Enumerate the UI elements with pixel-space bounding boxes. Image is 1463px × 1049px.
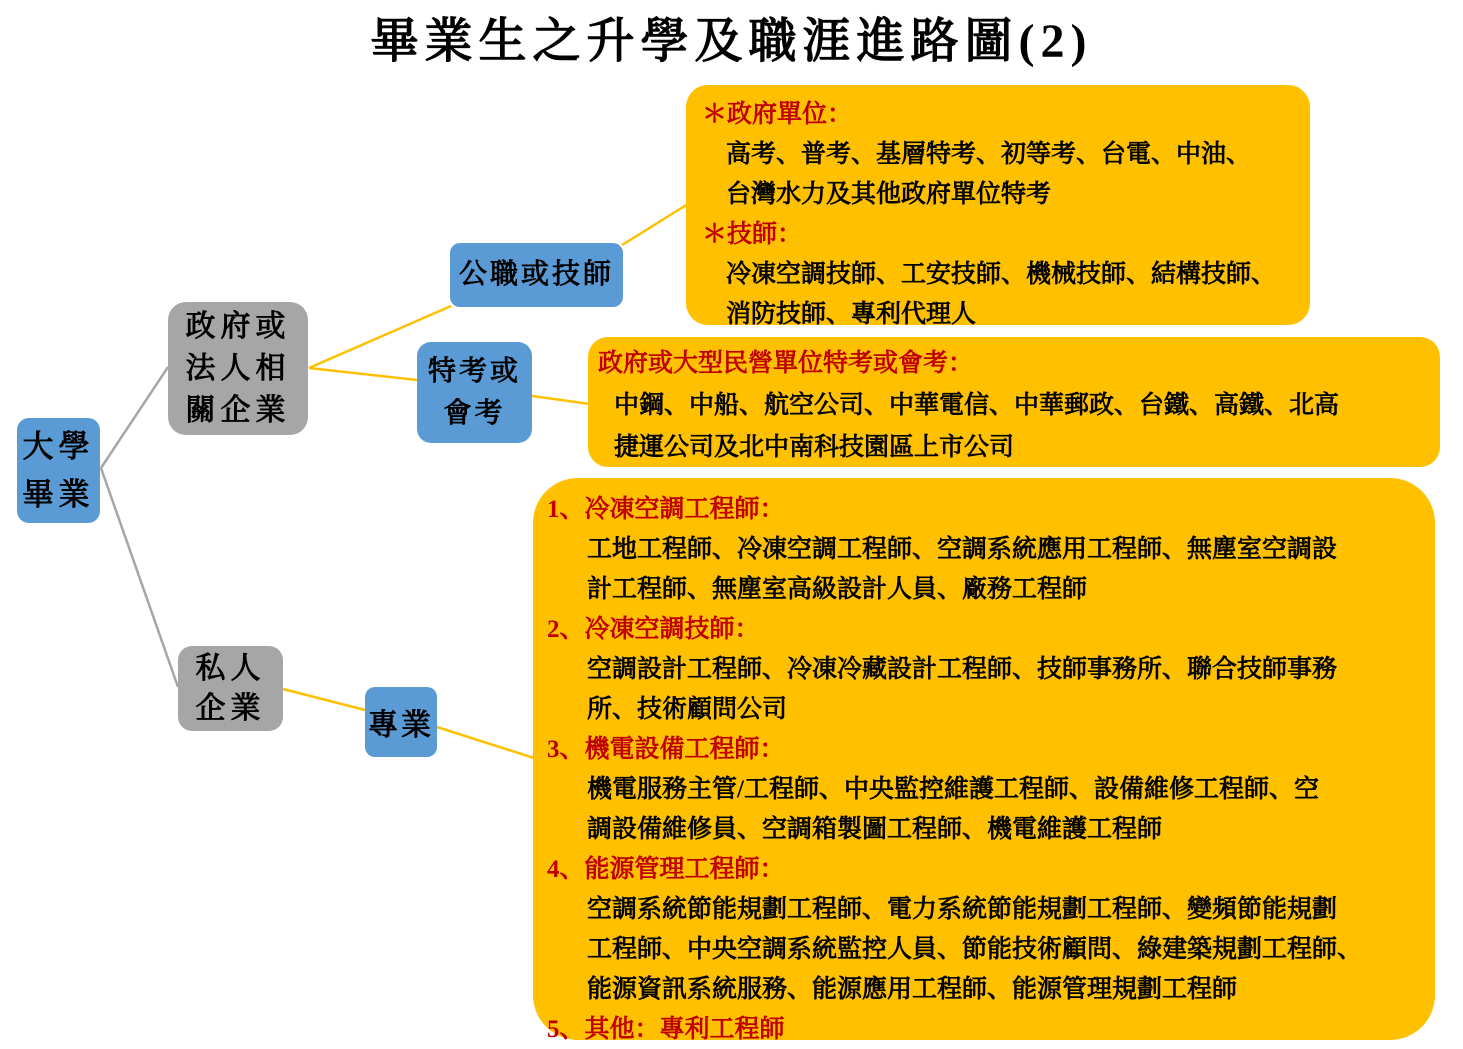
panel-text-line: 台灣水力及其他政府單位特考 [726,181,1052,208]
connector-gov-to-special [309,368,417,380]
node-professional [365,687,437,757]
node-label-line: 私人 [195,651,266,685]
panel-section-heading: 2、冷凍空調技師： [547,616,760,643]
node-label-line: 會考 [443,397,506,429]
connector-special-to-panel [532,396,590,404]
connector-prof-to-panel [437,727,537,759]
panel-text-line: 機電服務主管/工程師、中央監控維護工程師、設備維修工程師、空 [587,776,1319,803]
panel-text-line: 調設備維修員、空調箱製圖工程師、機電維護工程師 [587,816,1163,843]
panel-text-line: 高考、普考、基層特考、初等考、台電、中油、 [726,141,1252,168]
panel-text-line: 計工程師、無塵室高級設計人員、廠務工程師 [587,576,1088,603]
connector-root-to-private [101,468,178,687]
panel-text-line: 所、技術顧問公司 [587,696,788,723]
panel-section-heading: 政府或大型民營單位特考或會考： [598,350,974,377]
panel-text-line: 空調系統節能規劃工程師、電力系統節能規劃工程師、變頻節能規劃 [587,896,1338,923]
node-label-line: 專業 [368,709,434,742]
node-label-line: 關企業 [185,393,291,427]
panel-professional-detail [533,478,1435,1043]
panel-civil-detail [686,85,1310,328]
node-label-line: 企業 [195,691,266,725]
node-university-graduate [17,418,100,523]
panel-special-exam-detail [588,337,1440,467]
panel-text-line: 消防技師、專利代理人 [726,301,977,328]
panel-text-line: 空調設計工程師、冷凍冷藏設計工程師、技師事務所、聯合技師事務 [587,656,1338,683]
node-label-line: 畢業 [22,476,95,512]
panel-section-heading: 5、其他：專利工程師 [547,1016,785,1043]
connector-private-to-prof [283,689,365,710]
node-label-line: 政府或 [185,309,291,343]
node-label-line: 法人相 [185,351,291,385]
panel-section-heading: 4、能源管理工程師： [547,856,785,883]
panel-text-line: 工程師、中央空調系統監控人員、節能技術顧問、綠建築規劃工程師、 [587,936,1363,963]
connector-root-to-gov [101,367,168,468]
node-civil-service-or-technician [450,243,623,307]
panel-section-heading: 3、機電設備工程師： [547,736,785,763]
panel-section-heading: 1、冷凍空調工程師： [547,496,785,523]
panel-text-line: 冷凍空調技師、工安技師、機械技師、結構技師、 [726,261,1277,288]
node-private-enterprise [178,646,283,731]
node-label-line: 公職或技師 [458,259,614,290]
panel-section-heading: ＊政府單位： [702,101,853,128]
node-special-exam [417,342,532,443]
page-title: 畢業生之升學及職涯進路圖(2) [370,15,1093,68]
panel-text-line: 能源資訊系統服務、能源應用工程師、能源管理規劃工程師 [587,976,1238,1003]
connector-civil-to-panel [622,204,688,245]
node-government-or-corporate [168,302,308,435]
node-label-line: 大學 [22,428,95,464]
node-label-line: 特考或 [427,355,521,387]
panel-text-line: 捷運公司及北中南科技園區上市公司 [614,434,1015,461]
panel-section-heading: ＊技師： [702,221,803,248]
panel-text-line: 工地工程師、冷凍空調工程師、空調系統應用工程師、無塵室空調設 [587,536,1338,563]
panel-text-line: 中鋼、中船、航空公司、中華電信、中華郵政、台鐵、高鐵、北高 [614,392,1340,419]
